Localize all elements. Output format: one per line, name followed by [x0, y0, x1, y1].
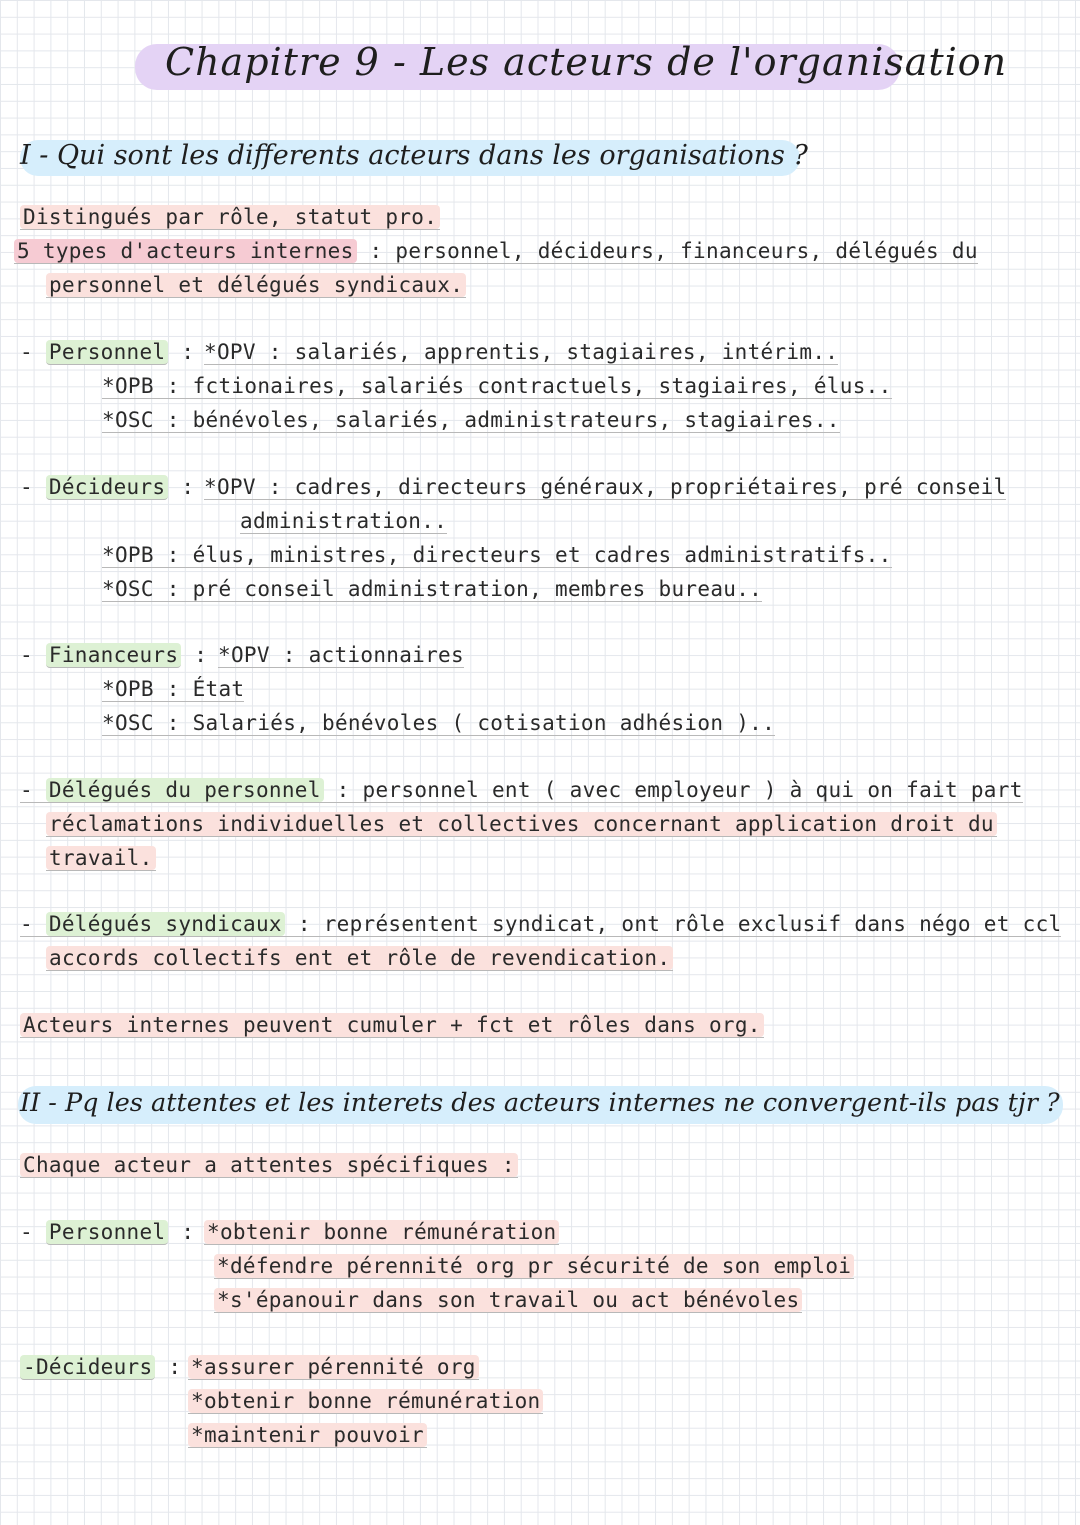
expectations-decideurs-item: *maintenir pouvoir [188, 1423, 427, 1448]
expectations-decideurs-item: *assurer pérennité org [188, 1355, 479, 1380]
delegues-personnel-line-3: travail. [46, 846, 156, 871]
expectations-personnel-item: *obtenir bonne rémunération [204, 1220, 559, 1245]
section1-conclusion: Acteurs internes peuvent cumuler + fct et rôles dans org. [20, 1013, 764, 1038]
intro-line-3 [46, 273, 466, 298]
actor-types-list: : personnel, décideurs, financeurs, délégués du [369, 239, 978, 263]
delegues-syndicaux-line-2: accords collectifs ent et rôle de revendication. [46, 946, 673, 971]
delegues-personnel-line-1: : personnel ent ( avec employeur ) à qui on fait part [336, 778, 1023, 802]
personnel-row: - Personnel : [20, 340, 195, 364]
financeurs-osc: *OSC : Salariés, bénévoles ( cotisation adhésion ).. [102, 711, 776, 735]
expectations-decideurs-row: -Décideurs : [20, 1355, 181, 1379]
personnel-opv: *OPV : salariés, apprentis, stagiaires, intérim.. [204, 340, 839, 364]
intro-line-3-text: personnel et délégués syndicaux. [46, 273, 466, 297]
personnel-osc: *OSC : bénévoles, salariés, administrateurs, stagiaires.. [102, 408, 840, 432]
page-title: Chapitre 9 - Les acteurs de l'organisation [165, 40, 1008, 84]
financeurs-row: - Financeurs : [20, 643, 208, 667]
section2-intro: Chaque acteur a attentes spécifiques : [20, 1153, 518, 1178]
expectations-personnel-label: Personnel [46, 1220, 169, 1245]
personnel-label: Personnel [46, 340, 169, 365]
decideurs-opv-cont: administration.. [240, 509, 448, 533]
decideurs-opb: *OPB : élus, ministres, directeurs et cadres administratifs.. [102, 543, 892, 567]
expectations-decideurs-label: Décideurs [35, 1355, 153, 1379]
expectations-personnel-item: *s'épanouir dans son travail ou act bénévoles [214, 1288, 802, 1313]
expectations-decideurs-item: *obtenir bonne rémunération [188, 1389, 543, 1414]
intro-line-1 [20, 205, 440, 230]
decideurs-label: Décideurs [46, 475, 169, 500]
delegues-personnel-line-2: réclamations individuelles et collectives concernant application droit du [46, 812, 997, 837]
financeurs-opb: *OPB : État [102, 677, 245, 701]
delegues-syndicaux-line-1: : représentent syndicat, ont rôle exclusif dans négo et ccl [297, 912, 1062, 936]
actor-types-label: 5 types d'acteurs internes [14, 239, 357, 263]
decideurs-row: - Décideurs : [20, 475, 195, 499]
decideurs-osc: *OSC : pré conseil administration, membres bureau.. [102, 577, 763, 601]
section1-heading: I - Qui sont les differents acteurs dans les organisations ? [20, 140, 808, 171]
delegues-syndicaux-label: Délégués syndicaux [46, 912, 285, 936]
expectations-personnel-row: - Personnel : [20, 1220, 195, 1244]
decideurs-opv: *OPV : cadres, directeurs généraux, propriétaires, pré conseil [204, 475, 1007, 499]
financeurs-label: Financeurs [46, 643, 181, 668]
financeurs-opv: *OPV : actionnaires [218, 643, 464, 667]
personnel-opb: *OPB : fctionaires, salariés contractuels, stagiaires, élus.. [102, 374, 892, 398]
expectations-personnel-item: *défendre pérennité org pr sécurité de son emploi [214, 1254, 854, 1279]
intro-line-2 [14, 239, 978, 264]
delegues-personnel-row: - Délégués du personnel : personnel ent ( avec employeur ) à qui on fait part [20, 778, 1023, 802]
section2-heading: II - Pq les attentes et les interets des acteurs internes ne convergent-ils pas tjr ? [20, 1088, 1060, 1118]
delegues-syndicaux-row: - Délégués syndicaux : représentent syndicat, ont rôle exclusif dans négo et ccl [20, 912, 1062, 936]
intro-line-1-text: Distingués par rôle, statut pro. [20, 205, 440, 229]
delegues-personnel-label: Délégués du personnel [46, 778, 324, 802]
